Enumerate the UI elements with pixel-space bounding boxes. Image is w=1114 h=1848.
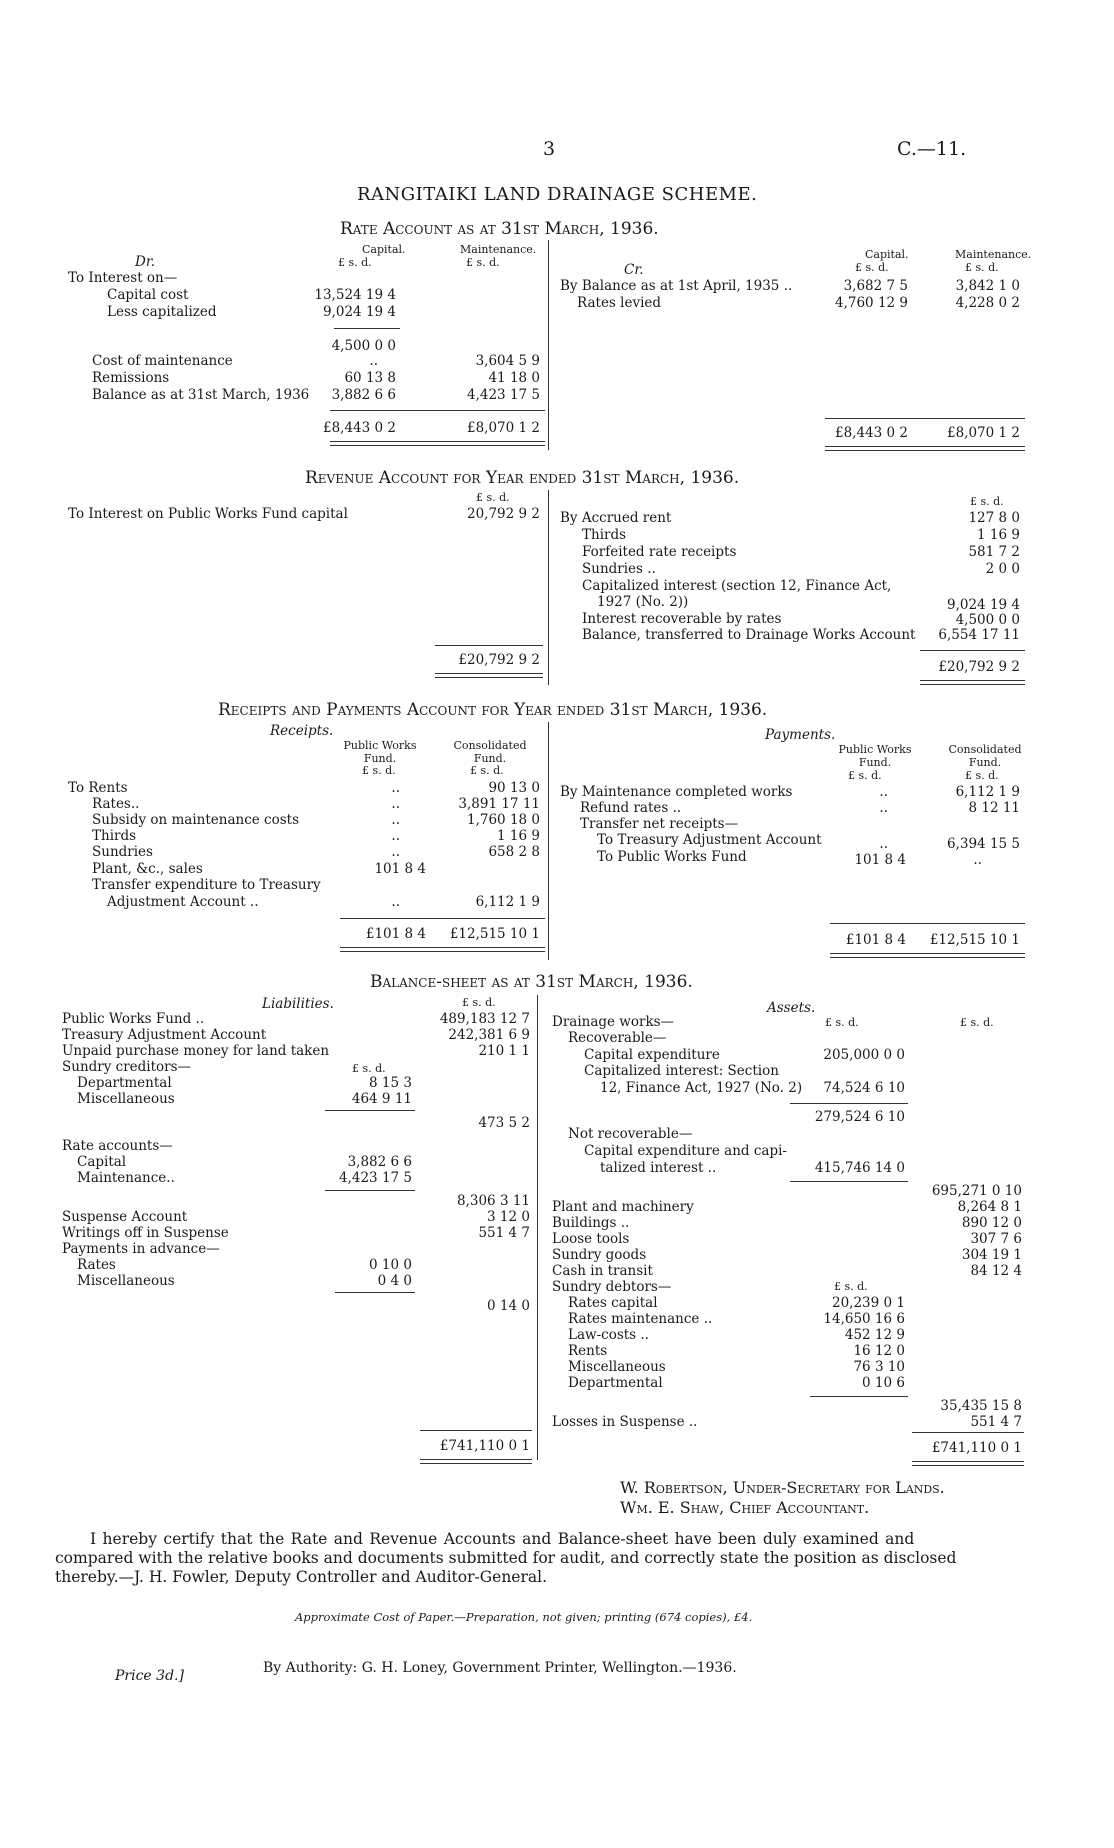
rate-rates-levied: Rates levied	[577, 295, 662, 311]
list-item: Recoverable—	[568, 1030, 667, 1046]
list-item: Adjustment Account ..	[107, 894, 259, 910]
list-item: Suspense Account	[62, 1209, 188, 1225]
list-item: Rates capital	[568, 1295, 658, 1311]
list-item: Buildings ..	[552, 1215, 630, 1231]
payments-total-pwf: £101 8 4	[845, 932, 906, 948]
list-item: Miscellaneous	[77, 1091, 175, 1107]
list-item: Capital expenditure	[584, 1047, 720, 1063]
receipts-total-pwf: £101 8 4	[365, 926, 426, 942]
list-item: Thirds	[92, 828, 137, 844]
list-item: Plant and machinery	[552, 1199, 694, 1215]
list-item: Miscellaneous	[568, 1359, 666, 1375]
revenue-left-total: £20,792 9 2	[458, 652, 540, 668]
receipts-total-cf: £12,515 10 1	[449, 926, 540, 942]
rate-cost-maintenance-amt: 3,604 5 9	[475, 353, 540, 369]
list-item: Sundry creditors—	[62, 1059, 192, 1075]
list-item: Law-costs ..	[568, 1327, 649, 1343]
list-item: Maintenance..	[77, 1170, 175, 1186]
paper-cost-note: Approximate Cost of Paper.—Preparation, not given; printing (674 copies), £4.	[295, 1610, 753, 1624]
rate-remissions: Remissions	[92, 370, 170, 386]
list-item: Miscellaneous	[77, 1273, 175, 1289]
certificate-line-3: thereby.—J. H. Fowler, Deputy Controller and Auditor-General.	[55, 1568, 548, 1586]
rate-capital-cost: Capital cost	[107, 287, 189, 303]
list-item: Departmental	[77, 1075, 172, 1091]
rate-lsd-cap: £ s. d.	[338, 256, 372, 269]
receipts-payments-divider	[548, 722, 549, 960]
list-item: Treasury Adjustment Account	[62, 1027, 267, 1043]
list-item: Capitalized interest: Section	[584, 1063, 779, 1079]
main-title: RANGITAIKI LAND DRAINAGE SCHEME.	[357, 184, 758, 205]
list-item: Not recoverable—	[568, 1126, 693, 1142]
list-item: Sundry debtors—	[552, 1279, 672, 1295]
list-item: Subsidy on maintenance costs	[92, 812, 300, 828]
rate-balance: Balance as at 31st March, 1936	[92, 387, 310, 403]
revenue-left-amt: 20,792 9 2	[467, 506, 540, 522]
list-item: Balance, transferred to Drainage Works Account	[582, 627, 916, 643]
balance-sheet-title: Balance-sheet as at 31st March, 1936.	[370, 972, 693, 992]
list-item: To Public Works Fund	[597, 849, 747, 865]
list-item: Transfer net receipts—	[580, 816, 739, 832]
rate-less-capitalized-amt: 9,024 19 4	[323, 304, 396, 320]
rate-col-maintenance: Maintenance.	[460, 243, 537, 256]
list-item: Loose tools	[552, 1231, 630, 1247]
list-item: Refund rates ..	[580, 800, 682, 816]
rate-account-divider	[548, 240, 549, 450]
revenue-left-item: To Interest on Public Works Fund capital	[68, 506, 348, 522]
rate-capital-cost-amt: 13,524 19 4	[314, 287, 396, 303]
rate-less-capitalized: Less capitalized	[107, 304, 217, 320]
list-item: Sundry goods	[552, 1247, 647, 1263]
signature-robertson: W. Robertson, Under-Secretary for Lands.	[620, 1478, 945, 1497]
rate-left-total-mnt: £8,070 1 2	[467, 420, 540, 436]
credit-label: Cr.	[624, 262, 644, 278]
receipts-label: Receipts.	[270, 723, 334, 739]
page-number: 3	[543, 138, 556, 160]
balance-sheet-divider	[537, 995, 538, 1460]
list-item: Rates maintenance ..	[568, 1311, 713, 1327]
list-item: 1927 (No. 2))	[597, 594, 689, 610]
signature-shaw: Wm. E. Shaw, Chief Accountant.	[620, 1498, 870, 1517]
rate-to-interest: To Interest on—	[68, 270, 178, 286]
revenue-account-title: Revenue Account for Year ended 31st March, 1936.	[305, 468, 740, 488]
certificate-line-1: I hereby certify that the Rate and Revenue Accounts and Balance-sheet have been duly examined and	[90, 1530, 915, 1548]
list-item: Departmental	[568, 1375, 663, 1391]
price-note: Price 3d.]	[115, 1668, 184, 1684]
list-item: Writings off in Suspense	[62, 1225, 229, 1241]
list-item: To Rents	[68, 780, 128, 796]
list-item: Rate accounts—	[62, 1138, 173, 1154]
list-item: Public Works Fund ..	[62, 1011, 205, 1027]
assets-total: £741,110 0 1	[931, 1440, 1022, 1456]
list-item: Forfeited rate receipts	[582, 544, 737, 560]
document-reference: C.—11.	[897, 138, 967, 160]
list-item: 12, Finance Act, 1927 (No. 2)	[600, 1080, 803, 1096]
list-item: Sundries ..	[582, 561, 656, 577]
list-item: By Maintenance completed works	[560, 784, 793, 800]
list-item: Sundries	[92, 844, 153, 860]
assets-label: Assets.	[767, 1000, 816, 1016]
list-item: Payments in advance—	[62, 1241, 220, 1257]
list-item: Plant, &c., sales	[92, 861, 203, 877]
list-item: Unpaid purchase money for land taken	[62, 1043, 330, 1059]
receipts-payments-title: Receipts and Payments Account for Year ended 31st March, 1936.	[218, 700, 768, 720]
list-item: By Accrued rent	[560, 510, 672, 526]
list-item: Rents	[568, 1343, 608, 1359]
list-item: Losses in Suspense ..	[552, 1414, 698, 1430]
rate-right-total-cap: £8,443 0 2	[835, 425, 908, 441]
list-item: Cash in transit	[552, 1263, 653, 1279]
list-item: Capital expenditure and capi-	[584, 1143, 787, 1159]
liabilities-label: Liabilities.	[262, 996, 334, 1012]
list-item: Rates	[77, 1257, 116, 1273]
list-item: To Treasury Adjustment Account	[597, 832, 822, 848]
rate-by-balance: By Balance as at 1st April, 1935 ..	[560, 278, 793, 294]
list-item: talized interest ..	[600, 1160, 717, 1176]
payments-total-cf: £12,515 10 1	[929, 932, 1020, 948]
payments-label: Payments.	[765, 727, 836, 743]
list-item: Interest recoverable by rates	[582, 611, 782, 627]
authority-line: By Authority: G. H. Loney, Government Printer, Wellington.—1936.	[263, 1660, 737, 1676]
rate-col-capital: Capital.	[362, 243, 406, 256]
rate-account-title: Rate Account as at 31st March, 1936.	[340, 219, 659, 239]
list-item: Transfer expenditure to Treasury	[92, 877, 321, 893]
rate-cost-maintenance: Cost of maintenance	[92, 353, 233, 369]
list-item: Rates..	[92, 796, 140, 812]
rate-right-total-mnt: £8,070 1 2	[947, 425, 1020, 441]
certificate-line-2: compared with the relative books and documents submitted for audit, and correctly state the position as disclosed	[55, 1549, 957, 1567]
revenue-account-divider	[548, 490, 549, 685]
list-item: Thirds	[582, 527, 627, 543]
list-item: Drainage works—	[552, 1014, 675, 1030]
rate-lsd-mnt: £ s. d.	[466, 256, 500, 269]
debit-label: Dr.	[135, 254, 156, 270]
list-item: Capitalized interest (section 12, Finance Act,	[582, 578, 892, 594]
rate-left-total-cap: £8,443 0 2	[323, 420, 396, 436]
revenue-right-total: £20,792 9 2	[938, 659, 1020, 675]
rate-net-amt: 4,500 0 0	[331, 338, 396, 354]
liabilities-total: £741,110 0 1	[439, 1438, 530, 1454]
list-item: Capital	[77, 1154, 127, 1170]
